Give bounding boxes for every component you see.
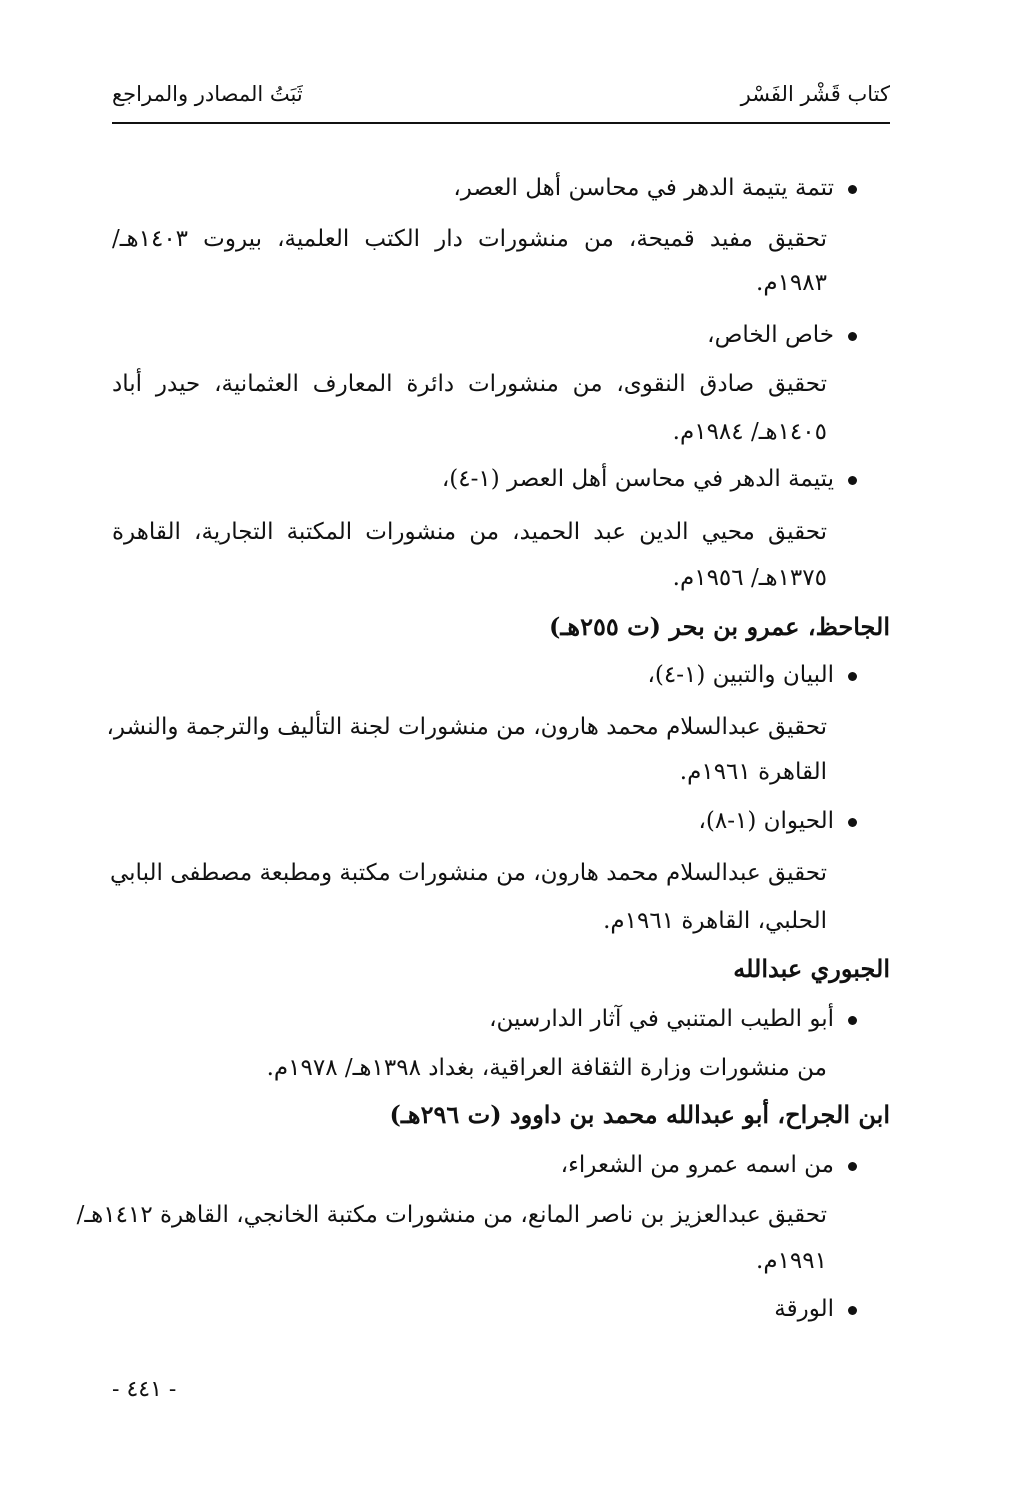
bibliography-entry-title: من اسمه عمرو من الشعراء، — [561, 1150, 857, 1180]
bibliography-entry-details: ١٩٨٣م. — [756, 270, 827, 296]
bullet-icon — [848, 332, 857, 341]
bullet-icon — [848, 818, 857, 827]
bibliography-entry-title: أبو الطيب المتنبي في آثار الدارسين، — [489, 1004, 857, 1034]
page-number: - ٤٤١ - — [112, 1377, 177, 1402]
bibliography-entry-details: تحقيق عبدالسلام محمد هارون، من منشورات لجنة التأليف والترجمة والنشر، — [106, 714, 827, 740]
bibliography-entry-details: تحقيق مفيد قميحة، من منشورات دار الكتب العلمية، بيروت ١٤٠٣هـ/ — [112, 226, 827, 252]
bibliography-entry-title: الورقة — [774, 1294, 857, 1324]
bullet-icon — [848, 1306, 857, 1315]
author-heading: الجاحظ، عمرو بن بحر (ت ٢٥٥هـ) — [549, 612, 890, 641]
bibliography-entry-details: الحلبي، القاهرة ١٩٦١م. — [603, 908, 827, 934]
bibliography-entry-title: تتمة يتيمة الدهر في محاسن أهل العصر، — [453, 173, 857, 203]
bibliography-entry-details: تحقيق محيي الدين عبد الحميد، من منشورات المكتبة التجارية، القاهرة — [112, 519, 827, 545]
bibliography-entry-details: القاهرة ١٩٦١م. — [679, 759, 827, 785]
bibliography-entry-details: تحقيق صادق النقوى، من منشورات دائرة المعارف العثمانية، حيدر أباد — [112, 371, 827, 397]
bibliography-entry-details: ١٩٩١م. — [756, 1248, 827, 1274]
bibliography-entry-details: تحقيق عبدالسلام محمد هارون، من منشورات مكتبة ومطبعة مصطفى البابي — [109, 860, 827, 886]
bibliography-entry-details: من منشورات وزارة الثقافة العراقية، بغداد ١٣٩٨هـ/ ١٩٧٨م. — [266, 1055, 827, 1081]
running-header-book-title: كتاب قَشْر الفَسْر — [740, 82, 890, 106]
bibliography-entry-title: البيان والتبين (١-٤)، — [647, 660, 857, 690]
bibliography-entry-details: تحقيق عبدالعزيز بن ناصر المانع، من منشورات مكتبة الخانجي، القاهرة ١٤١٢هـ/ — [76, 1202, 827, 1228]
bullet-icon — [848, 476, 857, 485]
bibliography-entry-details: ١٤٠٥هـ/ ١٩٨٤م. — [672, 419, 827, 445]
bullet-icon — [848, 185, 857, 194]
author-heading: ابن الجراح، أبو عبدالله محمد بن داوود (ت ٢٩٦هـ) — [389, 1100, 890, 1129]
bullet-icon — [848, 1162, 857, 1171]
bullet-icon — [848, 1016, 857, 1025]
bibliography-entry-title: الحيوان (١-٨)، — [698, 806, 857, 836]
running-header-section-title: ثَبَتُ المصادر والمراجع — [112, 82, 303, 106]
bibliography-entry-title: خاص الخاص، — [707, 320, 857, 350]
bibliography-entry-title: يتيمة الدهر في محاسن أهل العصر (١-٤)، — [442, 464, 857, 494]
bibliography-entry-details: ١٣٧٥هـ/ ١٩٥٦م. — [672, 565, 827, 591]
header-divider — [112, 122, 890, 124]
bullet-icon — [848, 672, 857, 681]
author-heading: الجبوري عبدالله — [733, 954, 890, 983]
